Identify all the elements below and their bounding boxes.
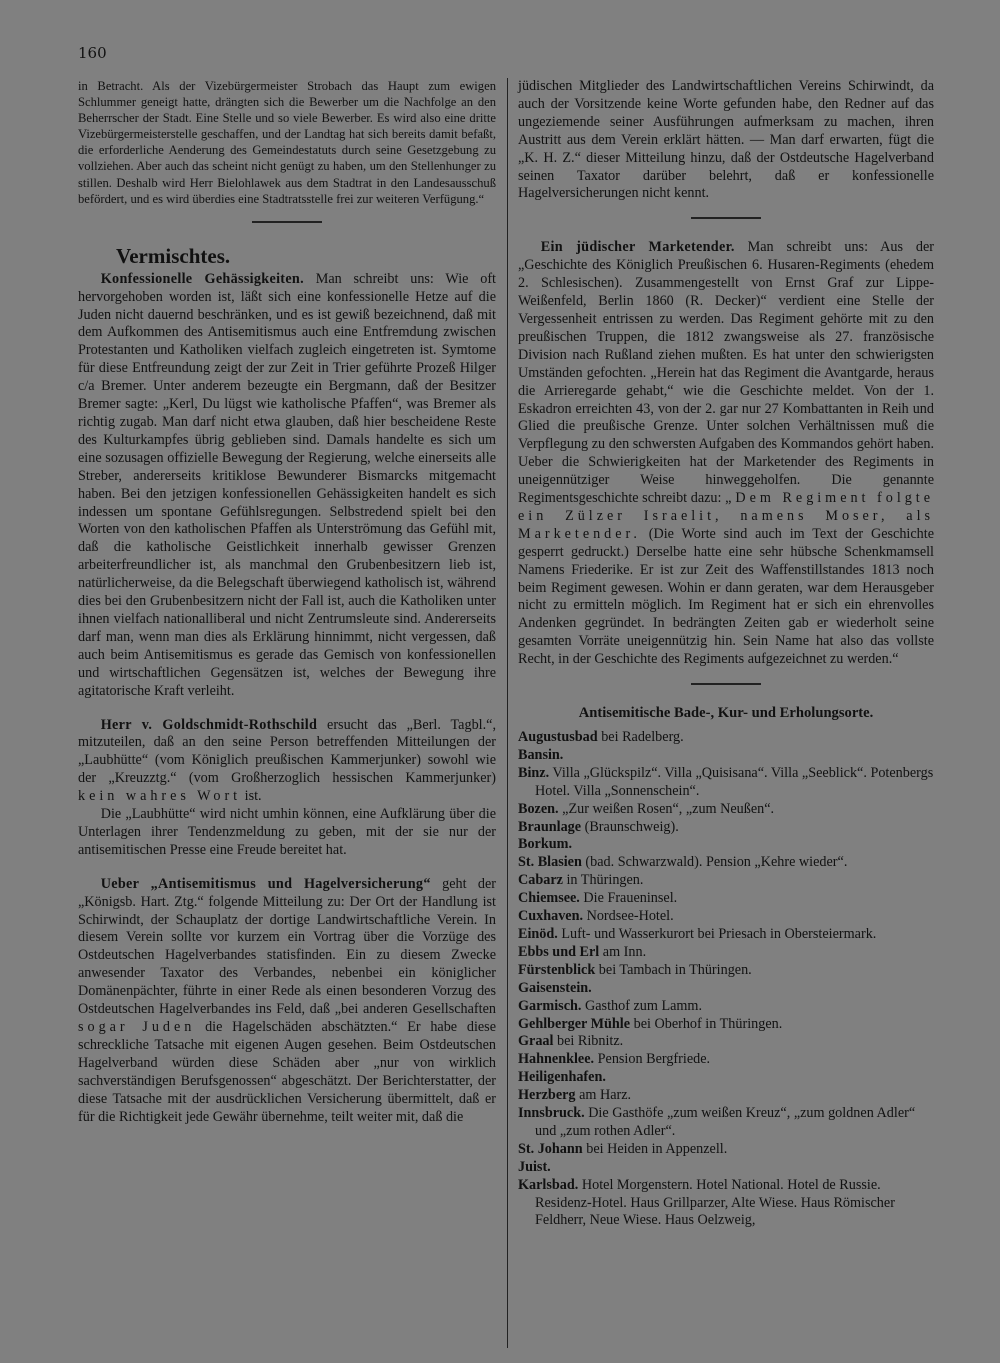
place-detail: am Harz. [579, 1087, 632, 1104]
place-detail: „Zur weißen Rosen“, „zum Neußen“. [562, 800, 775, 817]
place-detail: am Inn. [602, 943, 647, 960]
list-item [518, 819, 934, 837]
place-detail: in Thüringen. [566, 872, 644, 889]
list-item [518, 1141, 934, 1159]
article-text: (Die Worte sind auch im Text der Geschichte gesperrt gedruckt.) Derselbe hatte eine sehr hübsche Schenkmamsell Namens Friederike. Er ist zur Zeit des Waffenstillstandes 1813 noch beim Regiment gewesen. Wohin er dann geraten, war dem Herausgeber nicht zu ermitteln möglich. Im Regiment hat er sich ein ehrenvolles Andenken gegründet. In bedrängten Zeiten gab er wiederholt seine gesamten Vorräte uneigennützig hin. Sein Name hat also das vollste Recht, in der Geschichte des Regiments aufgezeichnet zu werden.“ [518, 525, 934, 668]
right-column [518, 78, 934, 1230]
article-laubhuette: Die „Laubhütte“ wird nicht umhin können, eine Aufklärung über die Unterlagen ihrer Tendenzmeldung zu geben, mit der sie nur der antisemitischen Presse eine Freude bereitet hat. [78, 806, 496, 858]
place-detail: Gasthof zum Lamm. [585, 997, 703, 1014]
place-name: St. Blasien [518, 854, 582, 871]
list-item [518, 980, 934, 998]
place-detail: bei Ribnitz. [557, 1033, 624, 1050]
list-item [518, 747, 934, 765]
list-item [518, 908, 934, 926]
place-detail: (bad. Schwarzwald). Pension „Kehre wieder“. [585, 854, 848, 871]
article-heading: Herr v. Goldschmidt-Rothschild [100, 716, 318, 733]
place-name: Augustusbad [518, 729, 598, 745]
place-name: Bansin. [518, 746, 564, 763]
place-name: Ebbs und Erl [518, 943, 600, 960]
article-text: geht der „Königsb. Hart. Ztg.“ folgende Mitteilung zu: Der Ort der Handlung ist Schirwindt, der Schauplatz der dortige Landwirtschaftliche Verein. In diesem Verein sollte vor kurzem ein Vortrag über die Vorzüge des Ostdeutschen Hagelverbandes statisfinden. Ein zu diesem Zwecke anwesender Taxator des Verbandes, nebenbei ein königlicher Domänenpächter, führte in einer Rede als einen besonderen Vorzug des Ostdeutschen Hagelverbandes ins Feld, daß „bei anderen Gesellschaften [78, 875, 497, 1018]
place-name: Cuxhaven. [518, 908, 584, 925]
place-name: Garmisch. [518, 997, 582, 1014]
place-name: Graal [518, 1033, 554, 1050]
place-name: Fürstenblick [518, 961, 596, 978]
article-text: Man schreibt uns: Wie oft hervorgehoben worden ist, läßt sich eine konfessionelle Hetze auf die Juden nicht dauernd beschränken, und es ist gewiß bezeichnend, daß mit dem Aufkommen des Antisemitismus auch eine Entfremdung zwischen Protestanten und Katholiken vielfach zugleich eingetreten ist. Symtome für diese Entfreundung zeigt der zur Zeit in Trier geführte Prozeß Hilger c/a Bremer. Unter anderem bezeugte ein Bergmann, daß der Besitzer Bremer sagte: „Kerl, Du lügst wie katholische Pfaffen“, was Bremer als richtig zugab. Man darf nicht etwa glauben, daß hier bescheidene Reste des Kulturkampfes übrig geblieben sind. Damals handelte es sich um eine sozusagen offizielle Bewegung der Regierung, welche einerseits alle Streber, andererseits kritiklose Bewunderer Bismarcks mitgemacht haben. Bei den jetzigen konfessionellen Gehässigkeiten handelt es sich indessen um spontane Gefühlsregungen. Selbstredend spielt bei den Worten von den katholischen Pfaffen als Unterströmung das Gefühl mit, daß die katholische Geistlichkeit innerhalb gewisser Grenzen arbeiterfreundlicher ist, als manchmal den Grubenbesitzern lieb ist, natürlicherweise, da die Belegschaft überwiegend katholisch ist, während dies bei den Grubenbesitzern nicht der Fall ist, auch die Katholiken unter ihnen vielfach nationalliberal und nicht Zentrumsleute sind. Andererseits darf man, wenn man dies als Erklärung hinnimmt, nicht vergessen, daß auch beim Antisemitismus es gerade das Gemisch von konfessionellen und wirtschaftlichen Gegensätzen ist, welches der Bewegung ihre agitatorische Kraft verleiht. [78, 270, 496, 699]
places-list [518, 729, 934, 1230]
list-item [518, 1016, 934, 1034]
section-rule [691, 683, 761, 685]
place-name: Chiemsee. [518, 890, 580, 907]
place-name: Hahnenklee. [518, 1051, 595, 1068]
list-item [518, 890, 934, 908]
place-name: Binz. [518, 764, 550, 781]
article-heading: Konfessionelle Gehässigkeiten. [100, 270, 304, 287]
place-detail: Nordsee-Hotel. [586, 908, 674, 925]
list-item [518, 1033, 934, 1051]
place-detail: bei Heiden in Appenzell. [586, 1140, 728, 1157]
article-emphasis: „Dem Regiment folgte ein Zülzer Israelit, namens Moser, als Marketender. [518, 490, 935, 542]
list-item [518, 854, 934, 872]
list-item [518, 962, 934, 980]
place-name: Juist. [518, 1158, 551, 1175]
article-text: Man schreibt uns: Aus der „Geschichte des Königlich Preußischen 6. Husaren-Regiments (ehedem 2. Schlesischen). Zusammengestellt von Ernst Graf zur Lippe-Weißenfeld, Berlin 1860 (R. Decker)“ verdient eine Stelle der Vergessenheit entrissen zu werden. Das Regiment gehörte mit zu den preußischen Truppen, die 1812 zwangsweise als 27. französische Division nach Rußland ziehen mußten. Es hat unter den schwierigsten Umständen gefochten. „Herein hat das Regiment die Avantgarde, heraus die Arrieregarde gehabt,“ wie die Geschichte meldet. Von der 1. Eskadron erreichten 43, von der 2. gar nur 27 Kombattanten in Reih und Glied die preußische Grenze. Unter solchen Verhältnissen muß die Verpflegung zu den schwersten Aufgaben des Kommandos gehört haben. Ueber die Schwierigkeiten hat der Marketender des Regiments in uneigennütziger Weise hinweggeholfen. Die genannte Regimentsgeschichte schreibt dazu: [518, 239, 935, 507]
place-name: Cabarz [518, 872, 563, 889]
place-name: Gaisenstein. [518, 979, 592, 996]
article-text: ist. [244, 788, 262, 805]
article-emphasis: sogar Juden [78, 1019, 196, 1035]
place-name: Borkum. [518, 836, 572, 853]
left-column [78, 78, 496, 1126]
list-item [518, 765, 934, 801]
place-detail: Die Fraueninsel. [583, 890, 678, 907]
column-divider [507, 78, 508, 1348]
place-detail: Die Gasthöfe „zum weißen Kreuz“, „zum goldnen Adler“ und „zum rothen Adler“. [535, 1105, 916, 1139]
place-detail: Luft- und Wasserkurort bei Priesach in Obersteiermark. [561, 925, 877, 942]
list-item [518, 1177, 934, 1231]
section-title: Vermischtes. [116, 243, 231, 268]
list-item [518, 729, 934, 747]
place-detail: Hotel Morgenstern. Hotel National. Hotel de Russie. Residenz-Hotel. Haus Grillparzer, Alte Wiese. Haus Römischer Feldherr, Neue Wiese. Haus Oelzweig, [535, 1176, 895, 1229]
article-heading: Ein jüdischer Marketender. [540, 239, 735, 256]
article-text: ersucht das „Berl. Tagbl.“, mitzuteilen, daß an den seine Person betreffenden Mitteilungen der „Laubhütte“ (vom Königlich preußischen Kammerjunker) sowohl wie der „Kreuzztg.“ (vom Großherzoglich hessischen Kammerjunker) [78, 716, 496, 787]
intro-paragraph: in Betracht. Als der Vizebürgermeister Strobach das Haupt zum ewigen Schlummer geneigt hatte, drängten sich die Bewerber um die Nachfolge an den Beherrscher der Stadt. Eine Stelle und so viele Bewerber. Es wird also eine dritte Vizebürgermeisterstelle geschaffen, und der Landtag hat sich bereits damit befaßt, die erforderliche Aenderung des Gemeindestatuts durch seine Gesetzgebung zu vollziehen. Aber auch das scheint nicht genügt zu haben, um den Stellenhunger zu stillen. Deshalb wird Herr Bielohlawek aus dem Stadtrat in den Landesausschuß befördert, und es wird überdies eine Stadtratsstelle frei zur weiteren Verfügung.“ [78, 79, 496, 206]
section-rule [691, 217, 761, 219]
list-item [518, 1069, 934, 1087]
page-number: 160 [78, 44, 107, 62]
place-detail: Villa „Glückspilz“. Villa „Quisisana“. Villa „Seeblick“. Potenbergs Hotel. Villa „Sonnenschein“. [535, 764, 934, 799]
list-item [518, 944, 934, 962]
place-name: Einöd. [518, 925, 558, 942]
list-item [518, 872, 934, 890]
list-item [518, 1051, 934, 1069]
list-item [518, 1105, 934, 1141]
list-item [518, 1159, 934, 1177]
place-name: Karlsbad. [518, 1176, 579, 1193]
list-item [518, 1087, 934, 1105]
place-name: Herzberg [518, 1087, 576, 1104]
place-name: Innsbruck. [518, 1105, 585, 1122]
list-item [518, 836, 934, 854]
article-emphasis: kein wahres Wort [78, 788, 242, 805]
place-detail: bei Oberhof in Thüringen. [633, 1015, 783, 1032]
article-hagelversicherung-continued: jüdischen Mitglieder des Landwirtschaftlichen Vereins Schirwindt, da auch der Vorsitzende keine Worte gefunden habe, den Redner auf das ungeziemende seiner Ausführungen aufmerksam zu machen, ihren Austritt aus dem Verein erklärt hätten. — Man darf erwarten, fügt die „K. H. Z.“ dieser Mitteilung hinzu, daß der Ostdeutsche Hagelverband seinen Taxator darüber belehrt, daß er konfessionelle Hagelversicherungen nicht kennt. [518, 78, 934, 202]
place-detail: Pension Bergfriede. [597, 1051, 711, 1068]
article-konfessionelle [78, 271, 496, 701]
article-marketender [518, 239, 934, 669]
place-name: Bozen. [518, 800, 559, 817]
article-text: die Hagelschäden abschätzten.“ Er habe diese schreckliche Tatsache mit eigenen Augen gesehen. Beim Ostdeutschen Hagelverband würden diese Schäden aber „nur von wirklich sachverständigen Berufsgenossen“ abgeschätzt. Der Berichterstatter, der diese Tatsache mit der ausdrücklichen Versicherung übermittelt, daß er für die Richtigkeit jede Gewähr übernehme, teilt weiter mit, daß die [78, 1019, 496, 1125]
section-rule [252, 221, 322, 223]
list-item [518, 926, 934, 944]
place-detail: bei Radelberg. [601, 729, 684, 745]
list-title: Antisemitische Bade-, Kur- und Erholungsorte. [578, 705, 874, 722]
article-goldschmidt [78, 717, 496, 807]
place-name: Heiligenhafen. [518, 1069, 606, 1086]
list-item [518, 998, 934, 1016]
place-detail: bei Tambach in Thüringen. [598, 961, 752, 978]
list-item [518, 801, 934, 819]
place-detail: (Braunschweig). [584, 818, 679, 835]
place-name: St. Johann [518, 1140, 583, 1157]
article-heading: Ueber „Antisemitismus und Hagelversicherung“ [100, 875, 431, 892]
place-name: Gehlberger Mühle [518, 1015, 631, 1032]
place-name: Braunlage [518, 818, 582, 835]
article-hagelversicherung [78, 876, 496, 1127]
